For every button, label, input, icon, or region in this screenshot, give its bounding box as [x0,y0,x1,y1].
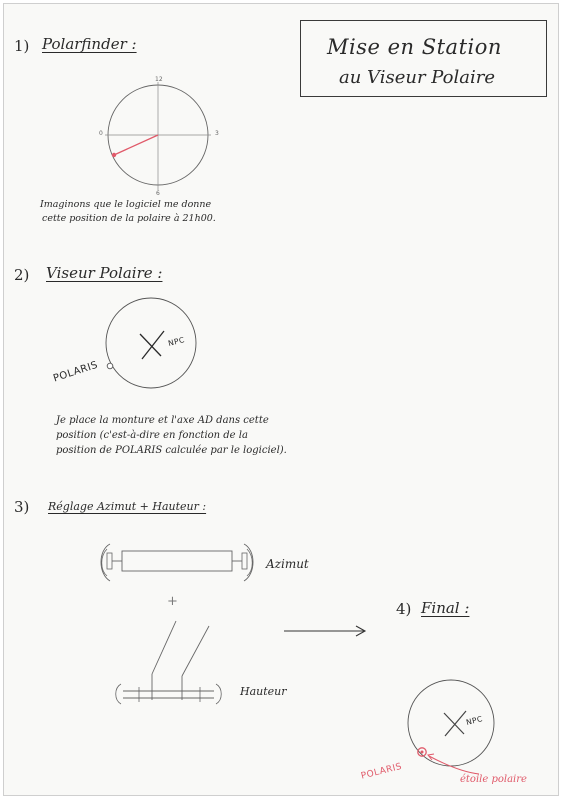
title-line-2: au Viseur Polaire [339,67,496,88]
hauteur-label: Hauteur [240,685,287,698]
notebook-page [3,3,559,796]
final-scope-view [408,680,494,774]
polaris-position-dot [112,153,116,157]
polaris-dot [107,363,113,369]
section-1-caption-line-1: Imaginons que le logiciel me donne [40,199,212,210]
section-4-heading: Final : [421,599,470,617]
section-2-number: 2) [14,266,30,284]
section-2-note-line-2: position (c'est-à-dire en fonction de la [56,430,248,441]
section-1-caption-line-2: cette position de la polaire à 21h00. [42,213,216,224]
dial-label-right: 3 [215,130,219,137]
arrow-to-final [284,626,365,636]
section-2-note-line-1: Je place la monture et l'axe AD dans cette [56,415,269,426]
star-label: étoile polaire [460,774,527,785]
azimut-label: Azimut [266,557,309,571]
star-label-arrow [429,756,479,774]
polaris-position-line [114,135,158,155]
dial-label-top: 12 [155,76,163,83]
hauteur-sketch [116,621,222,704]
npc-label: NPC [167,335,186,348]
polarfinder-dial [105,82,211,190]
section-3-number: 3) [14,498,30,516]
azimut-sketch [101,544,253,581]
dial-label-left: 0 [99,130,103,137]
sketch-drawings [4,4,559,796]
final-npc-label: NPC [465,714,484,727]
title-box [300,20,547,97]
section-2-heading: Viseur Polaire : [46,264,163,282]
plus-sign: + [167,594,178,609]
section-1-heading: Polarfinder : [42,35,137,53]
section-2-note-line-3: position de POLARIS calculée par le logiciel). [56,445,287,456]
section-4-number: 4) [396,600,412,618]
section-3-heading: Réglage Azimut + Hauteur : [48,500,207,513]
polaris-label: POLARIS [52,359,100,385]
final-polaris-label: POLARIS [360,761,404,782]
section-1-number: 1) [14,37,30,55]
title-line-1: Mise en Station [327,35,502,59]
dial-label-bottom: 6 [156,190,160,197]
